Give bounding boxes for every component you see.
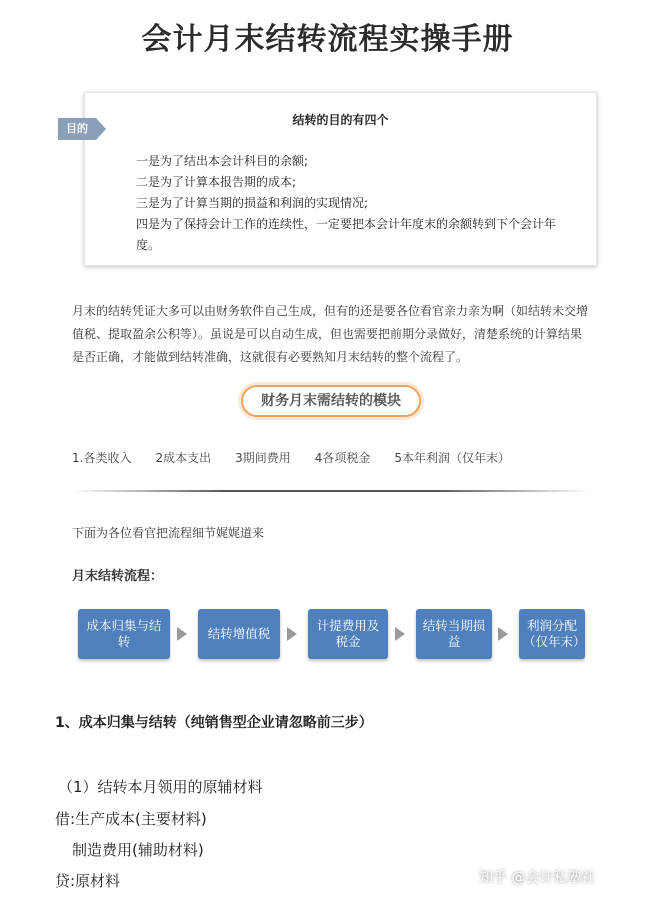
arrow-right-icon	[395, 627, 405, 641]
flow-step-pnl: 结转当期损益	[416, 609, 492, 659]
purpose-item: 一是为了结出本会计科目的余额;	[136, 154, 309, 168]
note-text: 下面为各位看官把流程细节娓娓道来	[72, 526, 265, 540]
module-list	[72, 449, 612, 466]
module-item: 3期间费用	[235, 451, 291, 465]
flow-step-profit: 利润分配（仅年末）	[519, 609, 585, 659]
purpose-item: 三是为了计算当期的损益和利润的实现情况;	[136, 196, 369, 210]
page-title: 会计月末结转流程实操手册	[141, 22, 514, 57]
purpose-card-heading: 结转的目的有四个	[292, 113, 389, 127]
flow-title: 月末结转流程：	[72, 569, 164, 584]
intro-paragraph: 月末的结转凭证大多可以由财务软件自己生成，但有的还是要各位看官亲力亲为啊（如结转未交增值税、提取盈余公积等）。虽说是可以自动生成，但也需要把前期分录做好，清楚系统的计算结果是否正确，才能做到结转准确，这就很有必要熟知月末结转的整个流程了。	[72, 304, 589, 364]
purpose-item: 二是为了计算本报告期的成本;	[136, 175, 297, 189]
purpose-list	[136, 151, 576, 256]
arrow-right-icon	[287, 627, 297, 641]
module-item: 4各项税金	[314, 451, 371, 465]
purpose-tag: 目的	[58, 118, 96, 140]
arrow-right-icon	[177, 627, 187, 641]
flow-step-cost: 成本归集与结转	[78, 609, 170, 659]
section-heading: 1、成本归集与结转（纯销售型企业请忽略前三步）	[55, 715, 373, 731]
entry-step: （1）结转本月领用的原辅材料	[58, 778, 263, 796]
module-item: 2成本支出	[155, 451, 212, 465]
purpose-card	[84, 92, 597, 266]
watermark: 知乎 @会计私塾社	[479, 870, 596, 886]
purpose-item: 四是为了保持会计工作的连续性，一定要把本会计年度末的余额转到下个会计年度。	[136, 217, 557, 252]
module-item: 1.各类收入	[72, 451, 132, 465]
entry-debit: 借:生产成本(主要材料)	[55, 810, 207, 828]
entry-debit-second: 制造费用(辅助材料)	[72, 841, 204, 859]
module-item: 5本年利润（仅年末）	[394, 451, 511, 465]
entry-credit: 贷:原材料	[55, 872, 121, 890]
arrow-right-icon	[498, 627, 508, 641]
module-badge: 财务月末需结转的模块	[241, 385, 421, 417]
flow-step-vat: 结转增值税	[198, 609, 280, 659]
divider	[72, 490, 590, 492]
flow-step-accrual: 计提费用及税金	[308, 609, 388, 659]
